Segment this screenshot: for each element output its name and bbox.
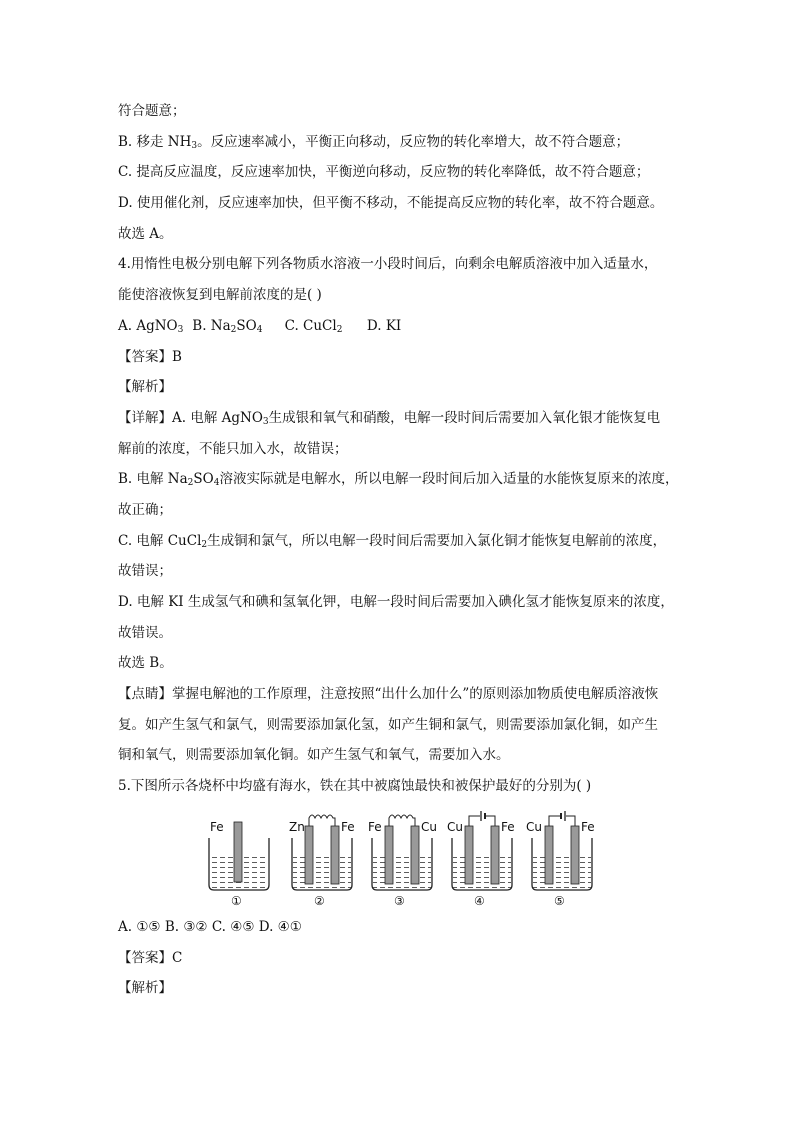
detail-c: C. 电解 CuCl$_2$生成铜和氯气，所以电解一段时间后需要加入氯化铜才能恢复电解前的浓度， xyxy=(118,532,667,550)
answer-choice: 故选 B。 xyxy=(118,655,173,672)
beaker-number: ② xyxy=(314,893,325,908)
question-5-stem: 5.下图所示各烧杯中均盛有海水，铁在其中被腐蚀最快和被保护最好的分别为( ) xyxy=(118,778,592,795)
analysis-label: 【解析】 xyxy=(118,379,172,396)
electrode-label: Fe xyxy=(581,819,595,834)
beaker-number: ⑤ xyxy=(554,893,565,908)
question-5-options: A. ①⑤ B. ③② C. ④⑤ D. ④① xyxy=(118,918,302,935)
electrode xyxy=(411,826,419,884)
detail-a: 【详解】A. 电解 AgNO$_3$生成银和氧气和硝酸，电解一段时间后需要加入氧化银才能恢复电 xyxy=(118,409,661,427)
electrode-label: Fe xyxy=(368,819,382,834)
answer-label: 【答案】B xyxy=(118,348,182,365)
beaker-number: ① xyxy=(231,893,242,908)
question-4-options xyxy=(118,311,678,342)
answer-choice: 故选 A。 xyxy=(118,225,173,242)
electrode xyxy=(385,826,393,884)
detail-c-cont: 故错误； xyxy=(118,563,172,580)
option-b: B. $Na_2SO_4$ xyxy=(192,317,263,335)
answer-label: 【答案】C xyxy=(118,949,183,966)
key-point: 【点睛】掌握电解池的工作原理，注意按照“出什么加什么”的原则添加物质使电解质溶液恢 xyxy=(118,686,659,703)
wire xyxy=(309,815,335,826)
detail-a-cont: 解前的浓度，不能只加入水，故错误； xyxy=(118,440,348,457)
beaker-number: ④ xyxy=(474,893,485,908)
electrode-label: Zn xyxy=(289,819,305,834)
electrode-label: Fe xyxy=(501,819,515,834)
document-page xyxy=(118,96,678,1004)
question-4-stem-cont: 能使溶液恢复到电解前浓度的是( ) xyxy=(118,287,322,304)
electrode-label: Cu xyxy=(421,819,437,834)
option-b-explanation: B. 移走 $NH_3$。反应速率减小，平衡正向移动，反应物的转化率增大，故不符合题意； xyxy=(118,133,630,151)
electrode xyxy=(491,826,499,884)
detail-b-cont: 故正确； xyxy=(118,501,172,518)
electrode xyxy=(571,826,579,884)
detail-d: D. 电解 KI 生成氢气和碘和氢氧化钾，电解一段时间后需要加入碘化氢才能恢复原来的浓度， xyxy=(118,594,674,610)
key-point-cont: 铜和氧气，则需要添加氧化铜。如产生氢气和氧气，需要加入水。 xyxy=(118,747,510,764)
electrode xyxy=(234,822,242,882)
electrode xyxy=(305,826,313,884)
beakers-figure xyxy=(204,810,624,910)
wire xyxy=(389,815,415,826)
detail-b: B. 电解 $Na_2SO_4$溶液实际就是电解水，所以电解一段时间后加入适量的水能恢复原来的浓度， xyxy=(118,471,679,489)
detail-d-cont: 故错误。 xyxy=(118,624,172,641)
electrode-label: Cu xyxy=(447,819,463,834)
electrode xyxy=(545,826,553,884)
electrode-label: Fe xyxy=(341,819,355,834)
question-4-stem: 4.用惰性电极分别电解下列各物质水溶液一小段时间后，向剩余电解质溶液中加入适量水， xyxy=(118,256,658,273)
option-a: A. AgNO$_3$ xyxy=(118,317,184,335)
electrode-label: Fe xyxy=(210,819,224,834)
option-c: C. CuCl$_2$ xyxy=(284,317,343,335)
option-c-explanation: C. 提高反应温度，反应速率加快，平衡逆向移动，反应物的转化率降低，故不符合题意； xyxy=(118,164,650,181)
electrode xyxy=(331,826,339,884)
key-point-cont: 复。如产生氢气和氯气，则需要添加氯化氢，如产生铜和氯气，则需要添加氯化铜，如产生 xyxy=(118,716,658,733)
text-line: 符合题意； xyxy=(118,103,186,119)
electrode-label: Cu xyxy=(526,819,542,834)
option-d-explanation: D. 使用催化剂，反应速率加快，但平衡不移动，不能提高反应物的转化率，故不符合题意。 xyxy=(118,195,664,212)
electrode xyxy=(465,826,473,884)
wire xyxy=(469,816,495,826)
beaker-number: ③ xyxy=(394,893,405,908)
option-d: D. KI xyxy=(366,317,402,334)
analysis-label: 【解析】 xyxy=(118,980,172,997)
